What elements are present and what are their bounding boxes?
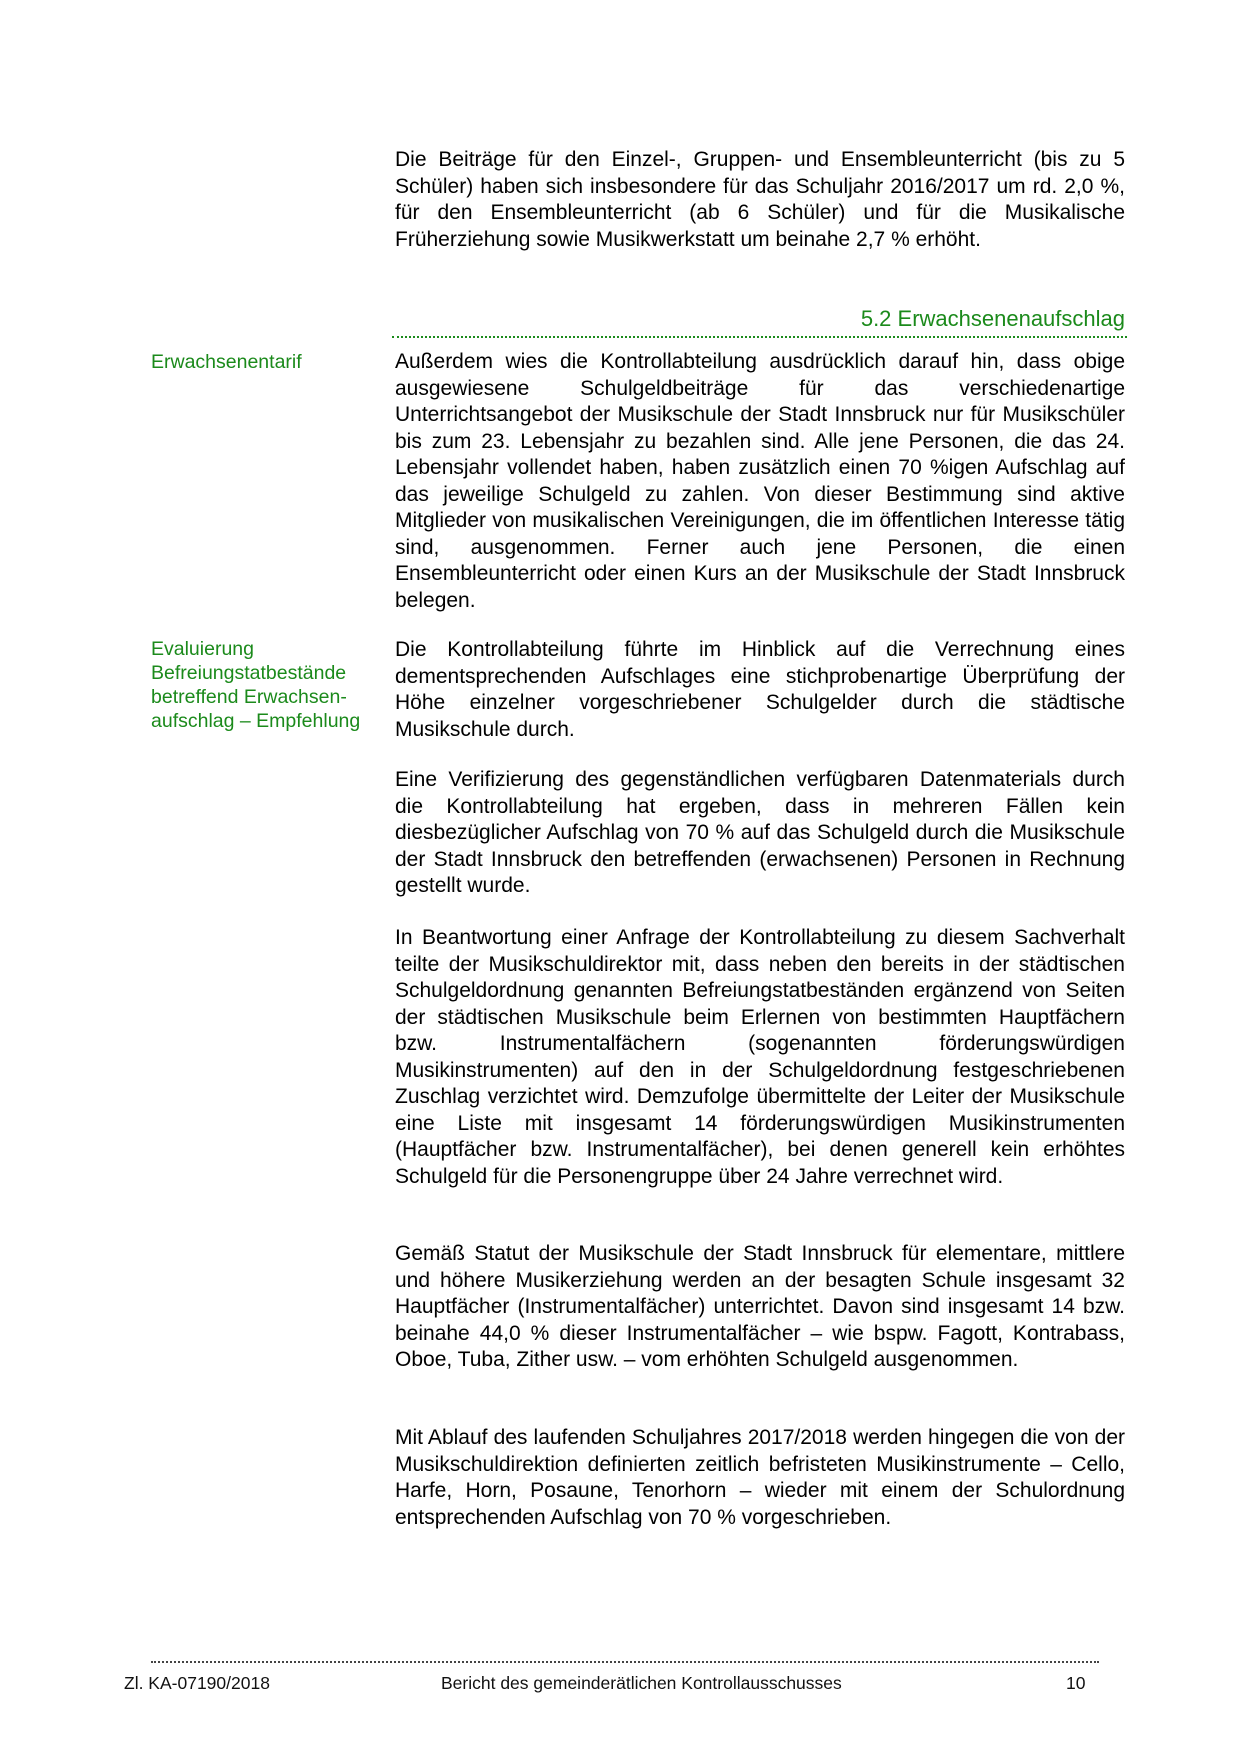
margin-note-erwachsenentarif: Erwachsenentarif (151, 351, 302, 373)
footer-divider (151, 1661, 1099, 1663)
paragraph-text: Die Kontrollabteilung führte im Hinblick auf die Verrechnung eines dementsprechenden Aufschlages eine stichprobenartige Überprüfung der Höhe einzelner vorgeschriebener Schulgelder durch die städtische Musikschule durch. (395, 638, 1125, 741)
paragraph-text: Eine Verifizierung des gegenständlichen verfügbaren Datenmaterials durch die Kontrollabteilung hat ergeben, dass in mehreren Fällen kein diesbezüglicher Aufschlag von 70 % auf das Schulgeld durch die Musikschule der Stadt Innsbruck den betreffenden (erwachsenen) Personen in Rechnung gestellt wurde. (395, 768, 1125, 897)
paragraph-school-year-change (395, 1425, 1125, 1531)
paragraph-text: In Beantwortung einer Anfrage der Kontrollabteilung zu diesem Sachverhalt teilte der Musikschuldirektor mit, dass neben den bereits in der städtischen Schulgeldordnung genannten Befreiungstatbeständen ergänzend von Seiten der städtischen Musikschule beim Erlernen von bestimmten Hauptfächern bzw. Instrumentalfächern (sogenannten förderungswürdigen Musikinstrumenten) auf den in der Schulgeldordnung festgeschriebenen Zuschlag verzichtet wird. Demzufolge übermittelte der Leiter der Musikschule eine Liste mit insgesamt 14 förderungswürdigen Musikinstrumenten (Hauptfächer bzw. Instrumentalfächer), bei denen generell kein erhöhtes Schulgeld für die Personengruppe über 24 Jahre verrechnet wird. (395, 926, 1125, 1188)
paragraph-text: Außerdem wies die Kontrollabteilung ausdrücklich darauf hin, dass obige ausgewiesene Schulgeldbeiträge für das verschiedenartige Unterrichtsangebot der Musikschule der Stadt Innsbruck nur für Musikschüler bis zum 23. Lebensjahr zu bezahlen sind. Alle jene Personen, die das 24. Lebensjahr vollendet haben, haben zusätzlich einen 70 %igen Aufschlag auf das jeweilige Schulgeld zu zahlen. Von dieser Bestimmung sind aktive Mitglieder von musikalischen Vereinigungen, die im öffentlichen Interesse tätig sind, ausgenommen. Ferner auch jene Personen, die einen Ensembleunterricht oder einen Kurs an der Musikschule der Stadt Innsbruck belegen. (395, 350, 1125, 612)
section-heading: 5.2 Erwachsenenaufschlag (860, 306, 1125, 331)
footer-title: Bericht des gemeinderätlichen Kontrollausschusses (441, 1673, 842, 1693)
paragraph-adult-surcharge (395, 349, 1125, 614)
paragraph-text: Gemäß Statut der Musikschule der Stadt Innsbruck für elementare, mittlere und höhere Musikerziehung werden an der besagten Schule insgesamt 32 Hauptfächer (Instrumentalfächer) unterrichtet. Davon sind insgesamt 14 bzw. beinahe 44,0 % dieser Instrumentalfächer – wie bspw. Fagott, Kontrabass, Oboe, Tuba, Zither usw. – vom erhöhten Schulgeld ausgenommen. (395, 1242, 1125, 1371)
paragraph-statute (395, 1241, 1125, 1374)
paragraph-sample-check (395, 637, 1125, 743)
margin-note-evaluierung: Evaluierung Befreiungstatbestände betreffend Erwachsen-aufschlag – Empfehlung (151, 638, 361, 732)
page-number: 10 (1066, 1673, 1086, 1693)
paragraph-director-response (395, 925, 1125, 1190)
section-divider (392, 336, 1127, 338)
paragraph-fee-increase (395, 147, 1125, 253)
paragraph-text: Mit Ablauf des laufenden Schuljahres 2017/2018 werden hingegen die von der Musikschuldirektion definierten zeitlich befristeten Musikinstrumente – Cello, Harfe, Horn, Posaune, Tenorhorn – wieder mit einem der Schulordnung entsprechenden Aufschlag von 70 % vorgeschrieben. (395, 1426, 1125, 1529)
paragraph-verification (395, 767, 1125, 900)
paragraph-text: Die Beiträge für den Einzel-, Gruppen- und Ensembleunterricht (bis zu 5 Schüler) haben sich insbesondere für das Schuljahr 2016/2017 um rd. 2,0 %, für den Ensembleunterricht (ab 6 Schüler) und für die Musikalische Früherziehung sowie Musikwerkstatt um beinahe 2,7 % erhöht. (395, 148, 1125, 251)
footer-reference: Zl. KA-07190/2018 (124, 1673, 270, 1693)
